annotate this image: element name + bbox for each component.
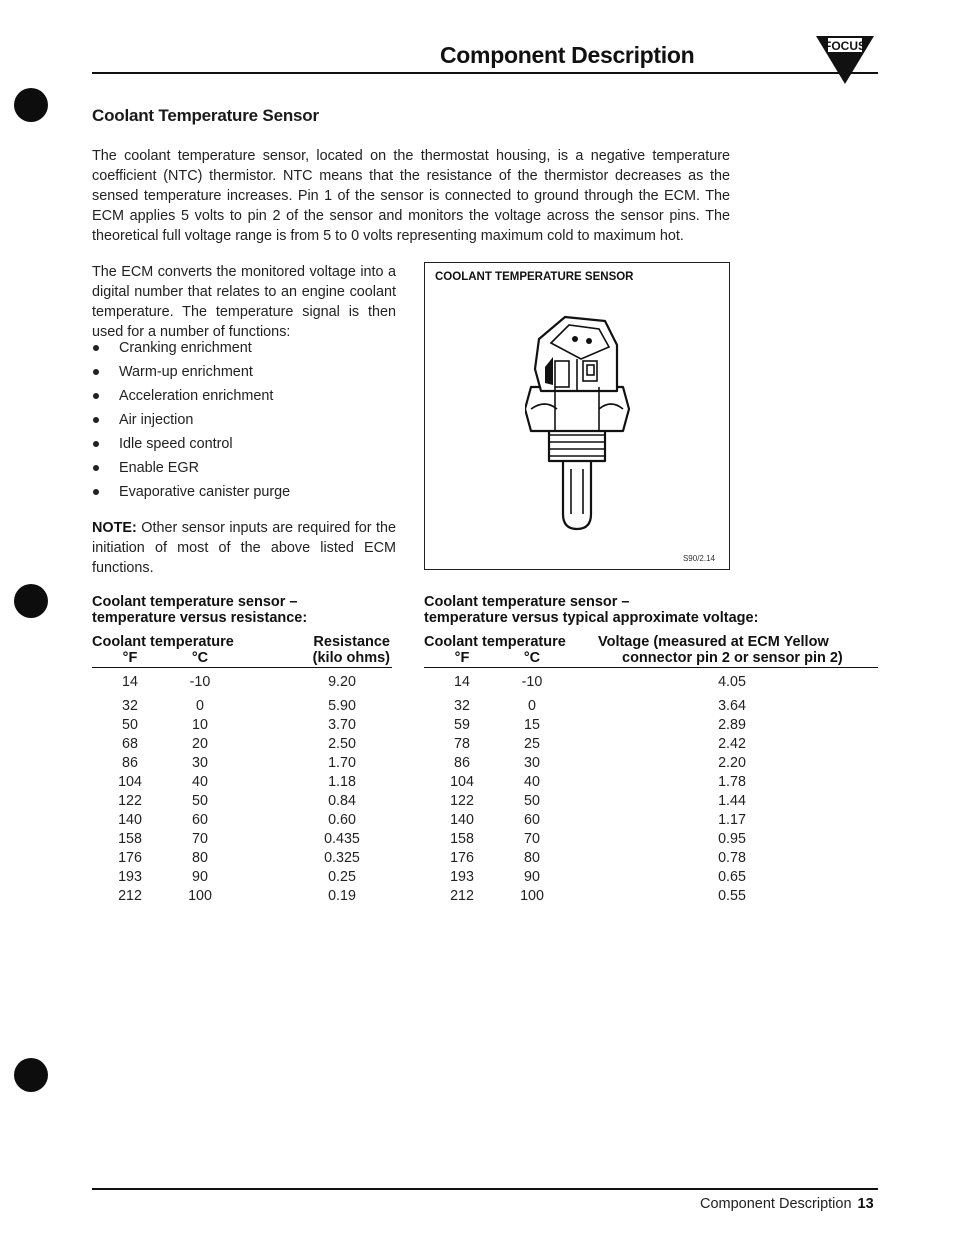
page-footer <box>700 1196 874 1212</box>
note-text: Other sensor inputs are required for the initiation of most of the above listed ECM functions. <box>92 520 396 576</box>
table-cell-c: 100 <box>188 888 212 904</box>
table-cell-f: 193 <box>450 869 474 885</box>
table-cell-c: 25 <box>524 736 540 752</box>
table-cell-c: 0 <box>528 698 536 714</box>
table-cell-v: 5.90 <box>328 698 356 714</box>
table-cell-v: 0.325 <box>324 850 360 866</box>
focus-logo <box>808 30 880 88</box>
table-cell-c: 50 <box>192 793 208 809</box>
figure-title: COOLANT TEMPERATURE SENSOR <box>435 271 634 283</box>
table-cell-v: 1.70 <box>328 755 356 771</box>
binder-hole <box>14 88 48 122</box>
resistance-header-f: °F <box>122 650 138 666</box>
table-cell-f: 122 <box>118 793 142 809</box>
resistance-header-rule <box>92 667 392 668</box>
table-cell-f: 104 <box>450 774 474 790</box>
resistance-header-value-1: Resistance <box>313 634 390 650</box>
table-cell-v: 3.64 <box>718 698 746 714</box>
table-cell-v: 0.95 <box>718 831 746 847</box>
table-cell-c: 50 <box>524 793 540 809</box>
sensor-figure <box>424 262 730 570</box>
table-cell-v: 0.55 <box>718 888 746 904</box>
table-cell-v: 4.05 <box>718 674 746 690</box>
footer-rule <box>92 1188 878 1190</box>
table-cell-c: 10 <box>192 717 208 733</box>
table-cell-v: 0.65 <box>718 869 746 885</box>
table-cell-c: 70 <box>524 831 540 847</box>
table-cell-v: 0.19 <box>328 888 356 904</box>
table-cell-f: 86 <box>122 755 138 771</box>
table-cell-f: 158 <box>450 831 474 847</box>
voltage-header-value-1: Voltage (measured at ECM Yellow <box>598 634 829 650</box>
functions-paragraph: The ECM converts the monitored voltage into a digital number that relates to an engine coolant temperature. The temperature signal is then used for a number of functions: <box>92 264 396 340</box>
function-list-item: Cranking enrichment <box>92 338 290 362</box>
figure-reference: S90/2.14 <box>682 554 715 563</box>
resistance-header-value-2: (kilo ohms) <box>312 650 390 666</box>
table-cell-f: 140 <box>118 812 142 828</box>
table-cell-v: 1.18 <box>328 774 356 790</box>
table-cell-c: 15 <box>524 717 540 733</box>
page-number: 13 <box>857 1196 874 1212</box>
table-cell-v: 2.50 <box>328 736 356 752</box>
table-cell-f: 212 <box>118 888 142 904</box>
table-cell-v: 0.435 <box>324 831 360 847</box>
table-cell-f: 122 <box>450 793 474 809</box>
binder-hole <box>14 1058 48 1092</box>
table-cell-c: 90 <box>524 869 540 885</box>
caption-line: temperature versus typical approximate voltage: <box>424 610 759 626</box>
coolant-sensor-illustration <box>525 309 635 539</box>
binder-hole <box>14 584 48 618</box>
function-list-item: Warm-up enrichment <box>92 362 290 386</box>
table-cell-f: 86 <box>454 755 470 771</box>
function-list-item: Idle speed control <box>92 434 290 458</box>
page-header-title: Component Description <box>440 42 695 68</box>
voltage-header-c: °C <box>523 650 541 666</box>
table-cell-v: 3.70 <box>328 717 356 733</box>
table-cell-v: 1.17 <box>718 812 746 828</box>
table-cell-f: 59 <box>454 717 470 733</box>
voltage-table-caption <box>424 594 758 626</box>
table-cell-v: 1.78 <box>718 774 746 790</box>
table-cell-f: 140 <box>450 812 474 828</box>
table-cell-f: 158 <box>118 831 142 847</box>
table-cell-f: 68 <box>122 736 138 752</box>
table-cell-v: 2.20 <box>718 755 746 771</box>
function-list-item: Enable EGR <box>92 458 290 482</box>
table-cell-c: 60 <box>192 812 208 828</box>
resistance-header-temp: Coolant temperature <box>92 634 234 650</box>
table-cell-v: 0.84 <box>328 793 356 809</box>
table-cell-f: 193 <box>118 869 142 885</box>
table-cell-v: 0.78 <box>718 850 746 866</box>
table-cell-f: 212 <box>450 888 474 904</box>
voltage-header-value-2: connector pin 2 or sensor pin 2) <box>622 650 843 666</box>
focus-logo-text: FOCUS <box>824 39 866 53</box>
table-cell-f: 14 <box>454 674 470 690</box>
table-cell-v: 2.89 <box>718 717 746 733</box>
table-cell-f: 14 <box>122 674 138 690</box>
section-title: Coolant Temperature Sensor <box>92 106 319 125</box>
table-cell-c: 80 <box>524 850 540 866</box>
intro-paragraph: The coolant temperature sensor, located on the thermostat housing, is a negative temperature coefficient (NTC) thermistor. NTC means that the resistance of the thermistor decreases as the sensed temperature increases. Pin 1 of the sensor is connected to ground through the ECM. The ECM applies 5 volts to pin 2 of the sensor and monitors the voltage across the sensor pins. The theoretical full voltage range is from 5 to 0 volts representing maximum cold to maximum hot. <box>92 148 730 244</box>
function-list-item: Air injection <box>92 410 290 434</box>
resistance-table-caption <box>92 594 307 626</box>
table-cell-c: 30 <box>192 755 208 771</box>
caption-line: Coolant temperature sensor – <box>92 594 298 610</box>
function-list-item: Acceleration enrichment <box>92 386 290 410</box>
caption-line: temperature versus resistance: <box>92 610 308 626</box>
table-cell-c: -10 <box>189 674 211 690</box>
resistance-header-c: °C <box>191 650 209 666</box>
voltage-header-f: °F <box>454 650 470 666</box>
voltage-header-temp: Coolant temperature <box>424 634 566 650</box>
table-cell-c: -10 <box>521 674 543 690</box>
table-cell-f: 32 <box>122 698 138 714</box>
note-label: NOTE: <box>92 520 137 536</box>
table-cell-c: 70 <box>192 831 208 847</box>
table-cell-v: 2.42 <box>718 736 746 752</box>
table-cell-c: 60 <box>524 812 540 828</box>
table-cell-f: 176 <box>118 850 142 866</box>
function-list-item: Evaporative canister purge <box>92 482 290 506</box>
table-cell-c: 40 <box>524 774 540 790</box>
table-cell-c: 40 <box>192 774 208 790</box>
table-cell-v: 0.25 <box>328 869 356 885</box>
table-cell-v: 1.44 <box>718 793 746 809</box>
functions-list <box>92 338 290 506</box>
caption-line: Coolant temperature sensor – <box>424 594 630 610</box>
table-cell-v: 0.60 <box>328 812 356 828</box>
table-cell-f: 176 <box>450 850 474 866</box>
table-cell-c: 20 <box>192 736 208 752</box>
header-rule <box>92 72 878 74</box>
table-cell-c: 90 <box>192 869 208 885</box>
table-cell-f: 104 <box>118 774 142 790</box>
note <box>92 518 396 578</box>
table-cell-c: 80 <box>192 850 208 866</box>
table-cell-f: 78 <box>454 736 470 752</box>
footer-title: Component Description <box>700 1196 852 1212</box>
table-cell-c: 0 <box>196 698 204 714</box>
table-cell-f: 32 <box>454 698 470 714</box>
voltage-header-rule <box>424 667 878 668</box>
table-cell-c: 30 <box>524 755 540 771</box>
table-cell-f: 50 <box>122 717 138 733</box>
table-cell-c: 100 <box>520 888 544 904</box>
table-cell-v: 9.20 <box>328 674 356 690</box>
